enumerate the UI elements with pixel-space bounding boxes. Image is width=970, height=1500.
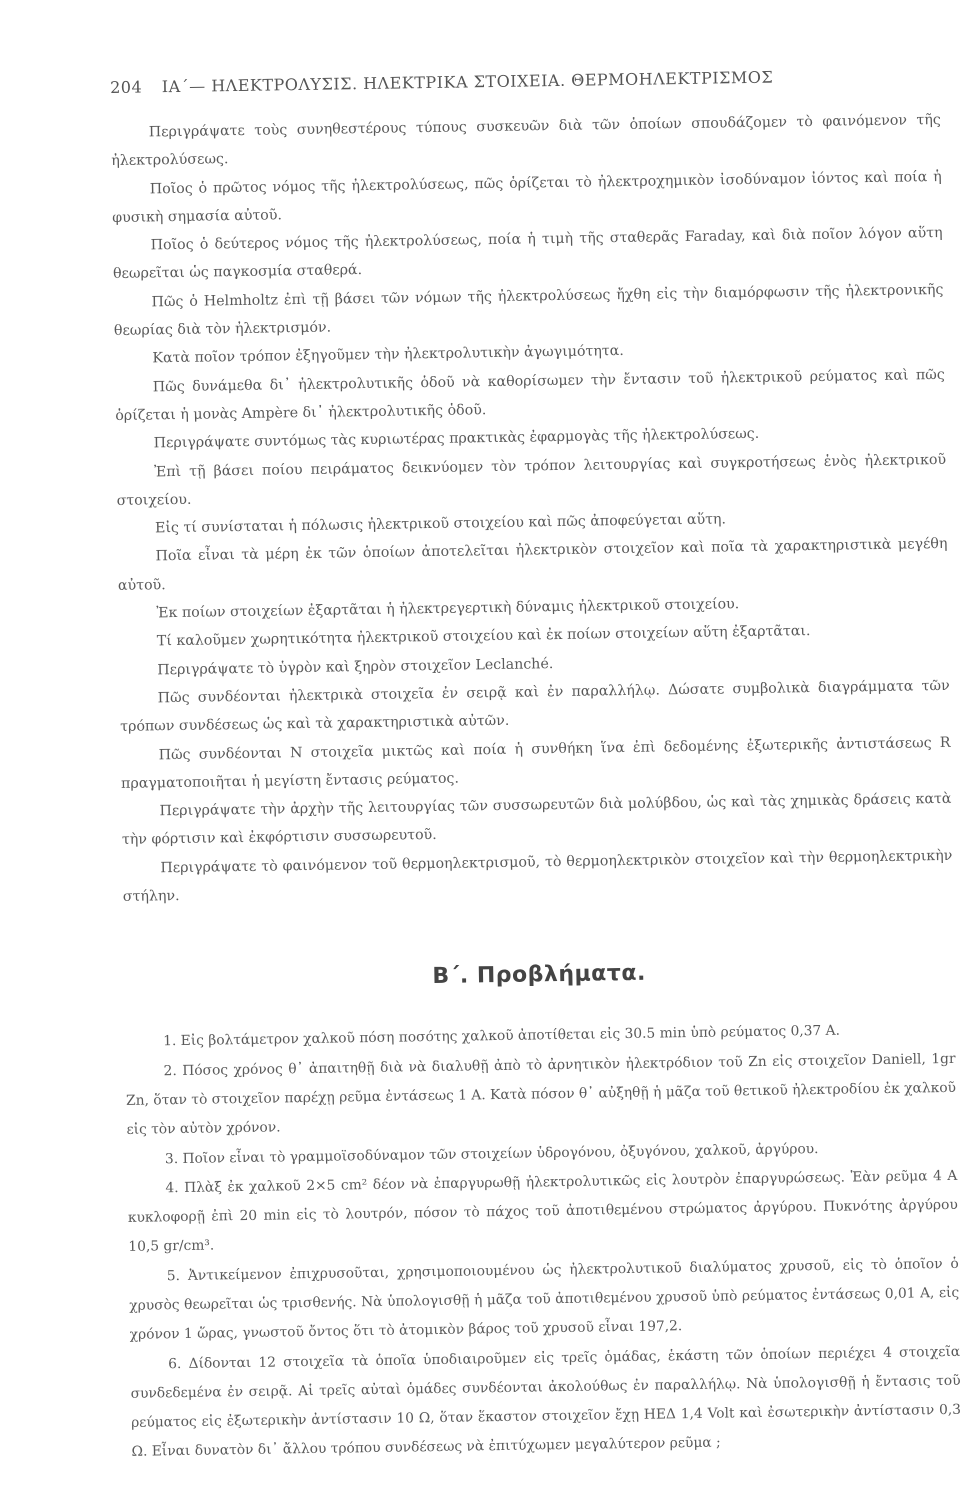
question-paragraph: Πῶς συνδέονται ἠλεκτρικὰ στοιχεῖα ἐν σειρᾷ καὶ ἐν παραλλήλῳ. Δώσατε συμβολικὰ διαγράμματα τῶν τρόπων συνδέσεως ὡς καὶ τὰ χαρακτηριστικὰ αὐτῶν.	[120, 677, 950, 736]
question-paragraph: Πῶς ὁ Helmholtz ἐπὶ τῇ βάσει τῶν νόμων τῆς ἠλεκτρολύσεως ἤχθη εἰς τὴν διαμόρφωσιν τῆς ἠλεκτρονικῆς θεωρίας διὰ τὸν ἠλεκτρισμόν.	[113, 281, 944, 340]
question-paragraph: Περιγράψατε τοὺς συνηθεστέρους τύπους συσκευῶν διὰ τῶν ὁποίων σπουδάζομεν τὸ φαινόμενον τῆς ἠλεκτρολύσεως.	[111, 111, 941, 170]
question-paragraph: Τί καλοῦμεν χωρητικότητα ἠλεκτρικοῦ στοιχείου καὶ ἐκ ποίων στοιχείων αὕτη ἐξαρτᾶται.	[156, 623, 811, 650]
problem-paragraph: 3. Ποῖον εἶναι τὸ γραμμοϊσοδύναμον τῶν στοιχείων ὑδρογόνου, ὀξυγόνου, χαλκοῦ, ἀργύρου.	[164, 1140, 819, 1167]
book-page	[110, 65, 962, 1468]
problem-paragraph: 4. Πλὰξ ἐκ χαλκοῦ 2×5 cm² δέον νὰ ἐπαργυρωθῇ ἠλεκτρολυτικῶς εἰς λουτρὸν ἐπαργυρώσεως. Ἐὰν ρεῦμα 4 A κυκλοφορῇ ἐπὶ 20 min εἰς τὸ λουτρόν, πόσον τὸ πάχος τοῦ ἀποτιθεμένου στρώματος ἀργύρου. Πυκνότης ἀργύρου 10,5 gr/cm³.	[127, 1167, 958, 1256]
question-paragraph: Ἐπὶ τῇ βάσει ποίου πειράματος δεικνύομεν τὸν τρόπον λειτουργίας καὶ συγκροτήσεως ἑνὸς ἠλεκτρικοῦ στοιχείου.	[116, 451, 947, 509]
problems-heading: Β΄. Προβλήματα.	[432, 961, 647, 990]
review-questions	[111, 106, 953, 911]
running-head	[110, 65, 940, 97]
question-paragraph: Ἐκ ποίων στοιχείων ἐξαρτᾶται ἡ ἠλεκτρεγερτικὴ δύναμις ἠλεκτρικοῦ στοιχείου.	[156, 596, 740, 622]
question-paragraph: Περιγράψατε συντόμως τὰς κυριωτέρας πρακτικὰς ἐφαρμογὰς τῆς ἠλεκτρολύσεως.	[153, 426, 760, 452]
problem-paragraph: 5. Ἀντικείμενον ἐπιχρυσοῦται, χρησιμοποιουμένου ὡς ἠλεκτρολυτικοῦ διαλύματος χρυσοῦ, εἰς τὸ ὁποῖον ὁ χρυσὸς θεωρεῖται ὡς τρισθενής. Νὰ ὑπολογισθῇ ἡ μᾶζα τοῦ ἀποτιθεμένου χρυσοῦ ὑπὸ ρεύματος ἐντάσεως 0,01 A, εἰς χρόνον 1 ὥρας, γνωστοῦ ὄντος ὅτι τὸ ἀτομικὸν βάρος τοῦ χρυσοῦ εἶναι 197,2.	[129, 1255, 960, 1344]
question-paragraph: Πῶς συνδέονται N στοιχεῖα μικτῶς καὶ ποία ἡ συνθήκη ἵνα ἐπὶ δεδομένης ἐξωτερικῆς ἀντιστάσεως R πραγματοποιῆται ἡ μεγίστη ἔντασις ρεύματος.	[120, 734, 951, 792]
question-paragraph: Πῶς δυνάμεθα δι᾽ ἠλεκτρολυτικῆς ὁδοῦ νὰ καθορίσωμεν τὴν ἔντασιν τοῦ ἠλεκτρικοῦ ρεύματος καὶ πῶς ὁρίζεται ἡ μονὰς Ampère δι᾽ ἠλεκτρολυτικῆς ὁδοῦ.	[115, 366, 945, 424]
question-paragraph: Ποῖος ὁ πρῶτος νόμος τῆς ἠλεκτρολύσεως, πῶς ὁρίζεται τὸ ἠλεκτροχημικὸν ἰσοδύναμον ἰόντος καὶ ποία ἡ φυσικὴ σημασία αὐτοῦ.	[112, 168, 942, 226]
question-paragraph: Ποῖος ὁ δεύτερος νόμος τῆς ἠλεκτρολύσεως, ποία ἡ τιμὴ τῆς σταθερᾶς Faraday, καὶ διὰ ποῖον λόγον αὕτη θεωρεῖται ὡς παγκοσμία σταθερά.	[112, 225, 943, 283]
question-paragraph: Ποῖα εἶναι τὰ μέρη ἐκ τῶν ὁποίων ἀποτελεῖται ἠλεκτρικὸν στοιχεῖον καὶ ποῖα τὰ χαρακτηριστικὰ μεγέθη αὐτοῦ.	[117, 536, 948, 594]
problem-paragraph: 1. Εἰς βολτάμετρον χαλκοῦ πόση ποσότης χαλκοῦ ἀποτίθεται εἰς 30.5 min ὑπὸ ρεύματος 0,37 A.	[163, 1022, 841, 1050]
question-paragraph: Περιγράψατε τὸ ὑγρὸν καὶ ξηρὸν στοιχεῖον Leclanché.	[157, 655, 554, 678]
problem-paragraph: 6. Δίδονται 12 στοιχεῖα τὰ ὁποῖα ὑποδιαιροῦμεν εἰς τρεῖς ὁμάδας, ἑκάστη τῶν ὁποίων περιέχει 4 στοιχεῖα συνδεδεμένα ἐν σειρᾷ. Αἱ τρεῖς αὐταὶ ὁμάδες συνδέονται ἀκολούθως ἐν παραλλήλῳ. Νὰ ὑπολογισθῇ ἡ ἔντασις τοῦ ρεύματος εἰς ἐξωτερικὴν ἀντίστασιν 10 Ω, ὅταν ἕκαστον στοιχεῖον ἔχῃ ΗΕΔ 1,4 Volt καὶ ἐσωτερικὴν ἀντίστασιν 0,3 Ω. Εἶναι δυνατὸν δι᾽ ἄλλου τρόπου συνδέσεως νὰ ἐπιτύχωμεν μεγαλύτερον ρεῦμα ;	[130, 1343, 962, 1461]
problems-list	[125, 1015, 962, 1467]
question-paragraph: Εἰς τί συνίσταται ἡ πόλωσις ἠλεκτρικοῦ στοιχείου καὶ πῶς ἀποφεύγεται αὕτη.	[154, 511, 727, 537]
question-paragraph: Περιγράψατε τὴν ἀρχὴν τῆς λειτουργίας τῶν συσσωρευτῶν διὰ μολύβδου, ὡς καὶ τὰς χημικὰς δράσεις κατὰ τὴν φόρτισιν καὶ ἐκφόρτισιν συσσωρευτοῦ.	[121, 790, 952, 849]
question-paragraph: Κατὰ ποῖον τρόπον ἐξηγοῦμεν τὴν ἠλεκτρολυτικὴν ἀγωγιμότητα.	[152, 343, 624, 367]
chapter-title: ΙΑ΄— ΗΛΕΚΤΡΟΛΥΣΙΣ. ΗΛΕΚΤΡΙΚΑ ΣΤΟΙΧΕΙΑ. ΘΕΡΜΟΗΛΕΚΤΡΙΣΜΟΣ	[161, 67, 774, 97]
page-number: 204	[110, 77, 143, 97]
problem-paragraph: 2. Πόσος χρόνος θ᾽ ἀπαιτηθῇ διὰ νὰ διαλυθῇ ἀπὸ τὸ ἀρνητικὸν ἠλεκτρόδιον τοῦ Zn εἰς στοιχεῖον Daniell, 1gr Zn, ὅταν τὸ στοιχεῖον παρέχῃ ρεῦμα ἐντάσεως 1 A. Κατὰ πόσον θ᾽ αὐξηθῇ ἡ μᾶζα τοῦ θετικοῦ ἠλεκτροδίου ἐκ χαλκοῦ εἰς τὸν αὐτὸν χρόνον.	[125, 1050, 957, 1139]
question-paragraph: Περιγράψατε τὸ φαινόμενον τοῦ θερμοηλεκτρισμοῦ, τὸ θερμοηλεκτρικὸν στοιχεῖον καὶ τὴν θερμοηλεκτρικὴν στήλην.	[122, 847, 953, 905]
